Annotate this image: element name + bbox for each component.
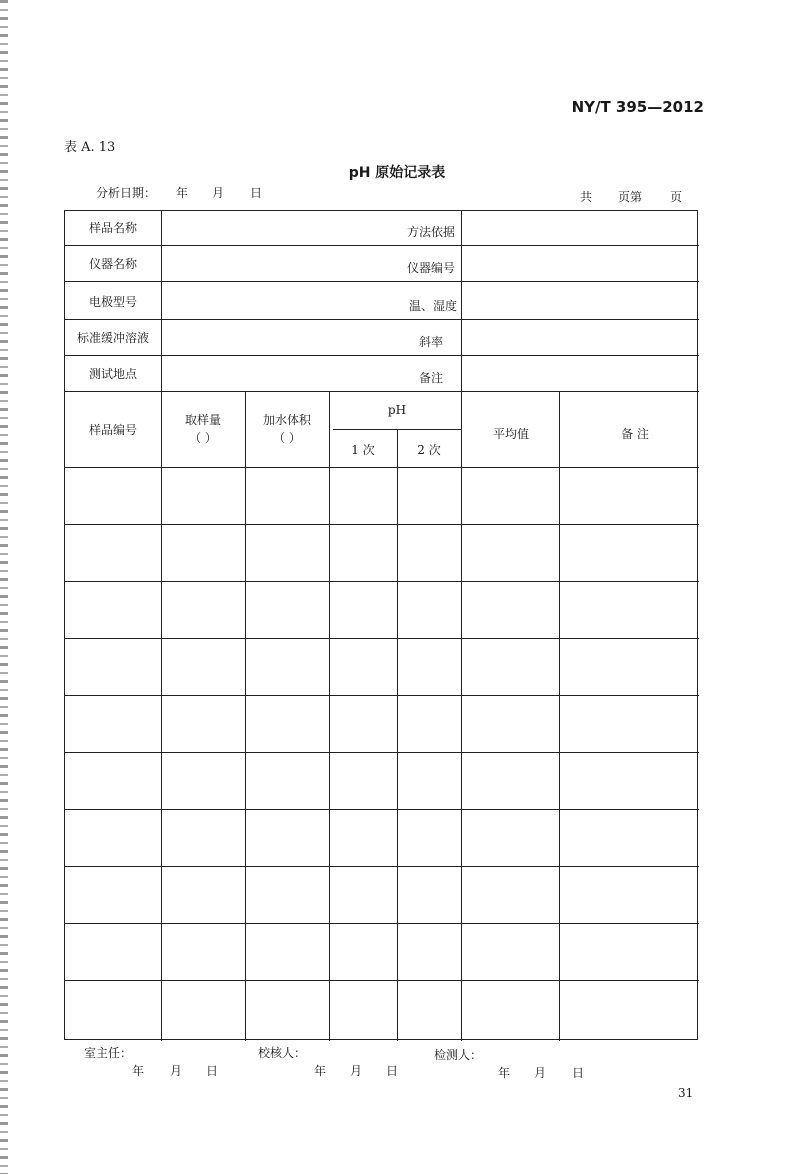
field-standard-buffer: 标准缓冲溶液 xyxy=(77,331,150,345)
grid-col-line xyxy=(559,391,560,1041)
director-day: 日 xyxy=(206,1064,219,1078)
director-label: 室主任： xyxy=(84,1046,133,1060)
field-test-location: 测试地点 xyxy=(89,367,138,381)
header-row-line xyxy=(65,319,699,320)
director-year: 年 xyxy=(132,1064,145,1078)
grid-row-line xyxy=(65,752,699,753)
form-title: pH 原始记录表 xyxy=(348,165,446,181)
date-month: 月 xyxy=(212,186,225,200)
col-sample-amount-unit: （ ） xyxy=(189,431,217,445)
grid-row-line xyxy=(65,581,699,582)
checker-label: 校核人： xyxy=(258,1046,307,1060)
date-year: 年 xyxy=(176,186,189,200)
grid-row-line xyxy=(65,866,699,867)
field-sample-name: 样品名称 xyxy=(89,221,138,235)
header-row-line xyxy=(65,245,699,246)
field-instrument-number: 仪器编号 xyxy=(407,261,456,275)
field-electrode-model: 电极型号 xyxy=(89,295,138,309)
col-notes: 备 注 xyxy=(621,427,649,441)
col-ph-second: 2 次 xyxy=(417,443,441,457)
grid-col-line xyxy=(397,429,398,1041)
pages-end-label: 页 xyxy=(670,190,683,204)
checker-month: 月 xyxy=(350,1064,363,1078)
grid-col-line xyxy=(329,391,330,1041)
page-number: 31 xyxy=(678,1086,694,1100)
col-water-volume: 加水体积 xyxy=(262,413,312,427)
director-month: 月 xyxy=(170,1064,183,1078)
pages-total-label: 共 xyxy=(580,190,593,204)
table-number: 表 A. 13 xyxy=(64,140,116,155)
tester-label: 检测人： xyxy=(434,1048,483,1062)
grid-row-line xyxy=(65,923,699,924)
col-average: 平均值 xyxy=(492,427,530,441)
checker-day: 日 xyxy=(386,1064,399,1078)
field-temperature-humidity: 温、湿度 xyxy=(409,299,458,313)
header-row-line xyxy=(65,355,699,356)
header-row-line xyxy=(65,281,699,282)
grid-row-line xyxy=(65,980,699,981)
field-remarks: 备注 xyxy=(419,371,444,385)
date-day: 日 xyxy=(250,186,263,200)
grid-row-line xyxy=(65,638,699,639)
analysis-date-label: 分析日期： xyxy=(96,186,157,200)
field-method-basis: 方法依据 xyxy=(407,225,456,239)
ph-record-table xyxy=(64,210,698,1040)
col-sample-amount: 取样量 xyxy=(184,413,222,427)
field-instrument-name: 仪器名称 xyxy=(89,257,138,271)
field-slope: 斜率 xyxy=(419,335,444,349)
grid-row-line xyxy=(65,809,699,810)
col-ph-first: 1 次 xyxy=(351,443,375,457)
col-water-volume-unit: （ ） xyxy=(273,431,301,445)
standard-code: NY/T 395—2012 xyxy=(571,98,704,116)
tester-year: 年 xyxy=(498,1066,511,1080)
grid-col-line xyxy=(161,391,162,1041)
pages-mid-label: 页第 xyxy=(618,190,643,204)
grid-col-line xyxy=(245,391,246,1041)
grid-col-line xyxy=(461,391,462,1041)
checker-year: 年 xyxy=(314,1064,327,1078)
tester-day: 日 xyxy=(572,1066,585,1080)
grid-row-line xyxy=(65,695,699,696)
tester-month: 月 xyxy=(534,1066,547,1080)
col-ph: pH xyxy=(387,403,407,417)
grid-row-line xyxy=(65,524,699,525)
col-sample-number: 样品编号 xyxy=(89,423,138,437)
